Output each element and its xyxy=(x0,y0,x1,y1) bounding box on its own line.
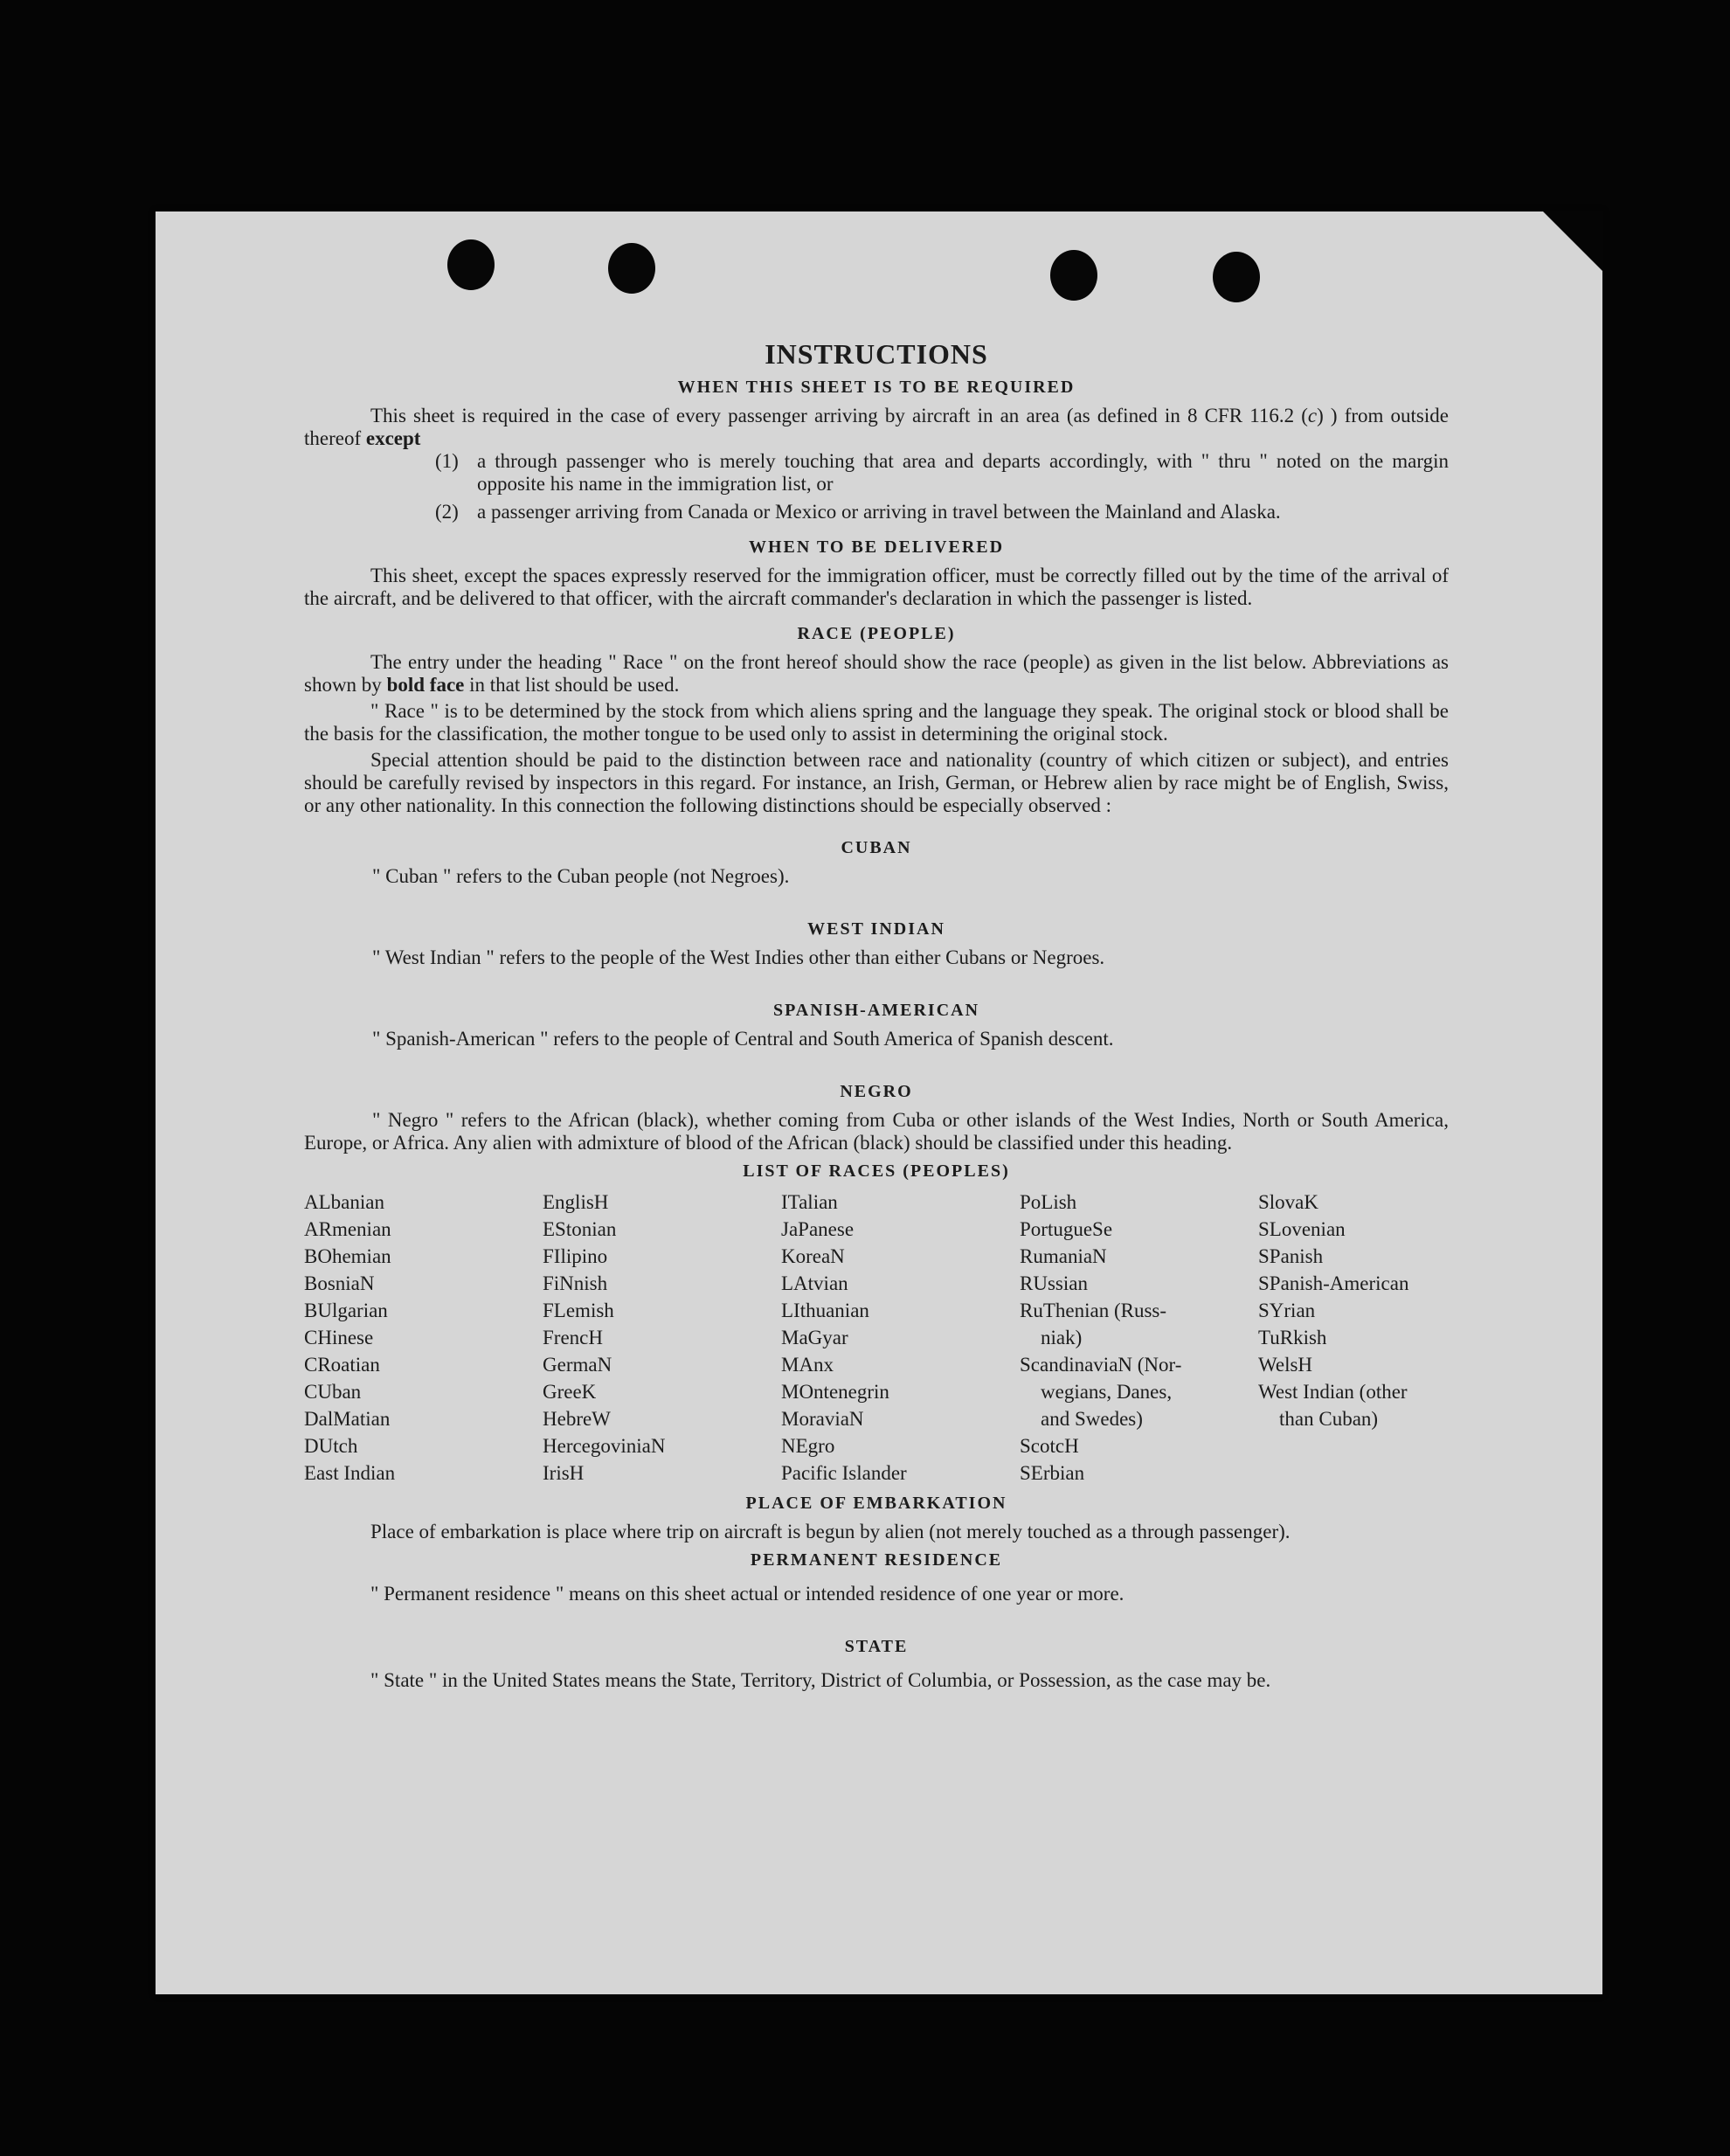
race-entry: CRoatian xyxy=(304,1354,380,1376)
race-entry: NEgro xyxy=(781,1435,835,1457)
race-entry: HebreW xyxy=(543,1408,611,1430)
heading-permanent-residence: PERMANENT RESIDENCE xyxy=(750,1550,1003,1570)
race-entry: DalMatian xyxy=(304,1408,391,1430)
delivered-text: This sheet, except the spaces expressly reserved for the immigration officer, must be correctly filled out by the time of the arrival of the aircraft, and be delivered to that officer, with the aircraft commander's declaration in which the passenger is listed. xyxy=(304,565,1449,609)
race-entry: MOntenegrin xyxy=(781,1381,889,1403)
race-entry: SlovaK xyxy=(1258,1191,1318,1213)
heading-when-required: WHEN THIS SHEET IS TO BE REQUIRED xyxy=(677,378,1076,397)
race-entry: CHinese xyxy=(304,1327,374,1348)
punch-hole xyxy=(1050,250,1097,301)
races-column xyxy=(543,1189,781,1487)
exception-item: (1) a through passenger who is merely touching that area and departs accordingly, with " thru " noted on the margin opposite his name in the immigration list, or xyxy=(435,450,1449,495)
race-entry: West Indian (other xyxy=(1258,1381,1408,1403)
race-entry: TuRkish xyxy=(1258,1327,1327,1348)
race-entry: wegians, Danes, xyxy=(1041,1381,1173,1403)
required-intro: This sheet is required in the case of every passenger arriving by aircraft in an area (as defined in 8 CFR 116.2 (c) ) from outside thereof except xyxy=(304,405,1449,449)
race-entry: ScotcH xyxy=(1020,1435,1079,1457)
embarkation-text: Place of embarkation is place where trip on aircraft is begun by alien (not merely touched as a through passenger). xyxy=(370,1521,1291,1542)
race-entry: ITalian xyxy=(781,1191,838,1213)
race-entry: JaPanese xyxy=(781,1218,855,1240)
race-paragraph-1: The entry under the heading " Race " on the front hereof should show the race (people) as given in the list below. Abbreviations as shown by bold face in that list should be used. xyxy=(304,651,1449,696)
cuban-text: " Cuban " refers to the Cuban people (not Negroes). xyxy=(372,865,790,887)
races-column xyxy=(1020,1189,1258,1487)
west-indian-text: " West Indian " refers to the people of the West Indies other than either Cubans or Negroes. xyxy=(372,946,1105,968)
race-entry: RumaniaN xyxy=(1020,1245,1107,1267)
heading-when-delivered: WHEN TO BE DELIVERED xyxy=(748,537,1005,557)
document-sheet xyxy=(156,211,1602,1994)
race-entry: MoraviaN xyxy=(781,1408,864,1430)
race-entry: CUban xyxy=(304,1381,362,1403)
race-entry: RUssian xyxy=(1020,1272,1088,1294)
race-entry: SYrian xyxy=(1258,1300,1316,1321)
races-column xyxy=(304,1189,543,1487)
heading-place-of-embarkation: PLACE OF EMBARKATION xyxy=(745,1494,1007,1513)
punch-hole xyxy=(608,243,655,294)
page-title: INSTRUCTIONS xyxy=(765,338,988,370)
race-entry: PoLish xyxy=(1020,1191,1077,1213)
race-entry: HercegoviniaN xyxy=(543,1435,666,1457)
race-entry: Pacific Islander xyxy=(781,1462,907,1484)
race-entry: and Swedes) xyxy=(1041,1408,1143,1430)
races-list xyxy=(304,1189,1449,1487)
race-entry: RuThenian (Russ- xyxy=(1020,1300,1167,1321)
race-entry: EnglisH xyxy=(543,1191,609,1213)
state-text: " State " in the United States means the State, Territory, District of Columbia, or Possession, as the case may be. xyxy=(370,1669,1271,1691)
race-entry: ALbanian xyxy=(304,1191,384,1213)
race-entry: SErbian xyxy=(1020,1462,1085,1484)
race-entry: FiNnish xyxy=(543,1272,608,1294)
instructions-content xyxy=(304,338,1449,1692)
race-entry: PortugueSe xyxy=(1020,1218,1113,1240)
heading-cuban: CUBAN xyxy=(841,838,912,857)
race-entry: BOhemian xyxy=(304,1245,391,1267)
race-entry: KoreaN xyxy=(781,1245,845,1267)
races-column xyxy=(781,1189,1020,1487)
heading-negro: NEGRO xyxy=(840,1082,913,1101)
residence-text: " Permanent residence " means on this sheet actual or intended residence of one year or more. xyxy=(370,1583,1124,1605)
race-entry: LAtvian xyxy=(781,1272,848,1294)
heading-list-of-races: LIST OF RACES (PEOPLES) xyxy=(743,1161,1010,1181)
races-column xyxy=(1258,1189,1497,1487)
race-entry: WelsH xyxy=(1258,1354,1313,1376)
race-entry: MAnx xyxy=(781,1354,834,1376)
spanish-american-text: " Spanish-American " refers to the people of Central and South America of Spanish descent. xyxy=(372,1028,1114,1050)
race-entry: FLemish xyxy=(543,1300,614,1321)
race-entry: ARmenian xyxy=(304,1218,391,1240)
race-entry: East Indian xyxy=(304,1462,396,1484)
punch-hole xyxy=(447,239,495,290)
race-entry: FIlipino xyxy=(543,1245,608,1267)
race-entry: BosniaN xyxy=(304,1272,375,1294)
race-entry: DUtch xyxy=(304,1435,358,1457)
race-entry: SPanish xyxy=(1258,1245,1324,1267)
race-entry: EStonian xyxy=(543,1218,617,1240)
race-entry: IrisH xyxy=(543,1462,585,1484)
race-entry: LIthuanian xyxy=(781,1300,869,1321)
race-paragraph-3: Special attention should be paid to the distinction between race and nationality (country of which citizen or subject), and entries should be carefully revised by inspectors in this regard. For instance, an Irish, German, or Hebrew alien by race might be of English, Swiss, or any other nationality. In this connection the following distinctions should be especially observed : xyxy=(304,749,1449,816)
race-entry: niak) xyxy=(1041,1327,1083,1348)
race-paragraph-2: " Race " is to be determined by the stock from which aliens spring and the language they speak. The original stock or blood shall be the basis for the classification, the mother tongue to be used only to assist in determining the original stock. xyxy=(304,700,1449,745)
race-entry: FrencH xyxy=(543,1327,603,1348)
race-entry: SLovenian xyxy=(1258,1218,1346,1240)
heading-state: STATE xyxy=(844,1637,909,1656)
exception-item: (2) a passenger arriving from Canada or Mexico or arriving in travel between the Mainland and Alaska. xyxy=(435,501,1281,523)
race-entry: BUlgarian xyxy=(304,1300,388,1321)
negro-text: " Negro " refers to the African (black), whether coming from Cuba or other islands of the West Indies, North or South America, Europe, or Africa. Any alien with admixture of blood of the African (black) should be classified under this heading. xyxy=(304,1109,1449,1154)
race-entry: MaGyar xyxy=(781,1327,848,1348)
torn-corner xyxy=(1542,211,1603,272)
heading-spanish-american: SPANISH-AMERICAN xyxy=(772,1001,980,1020)
race-entry: ScandinaviaN (Nor- xyxy=(1020,1354,1182,1376)
heading-west-indian: WEST INDIAN xyxy=(807,919,945,939)
race-entry: SPanish-American xyxy=(1258,1272,1409,1294)
race-entry: than Cuban) xyxy=(1279,1408,1379,1430)
race-entry: GermaN xyxy=(543,1354,612,1376)
heading-race: RACE (PEOPLE) xyxy=(797,624,956,643)
race-entry: GreeK xyxy=(543,1381,597,1403)
punch-hole xyxy=(1213,252,1260,302)
